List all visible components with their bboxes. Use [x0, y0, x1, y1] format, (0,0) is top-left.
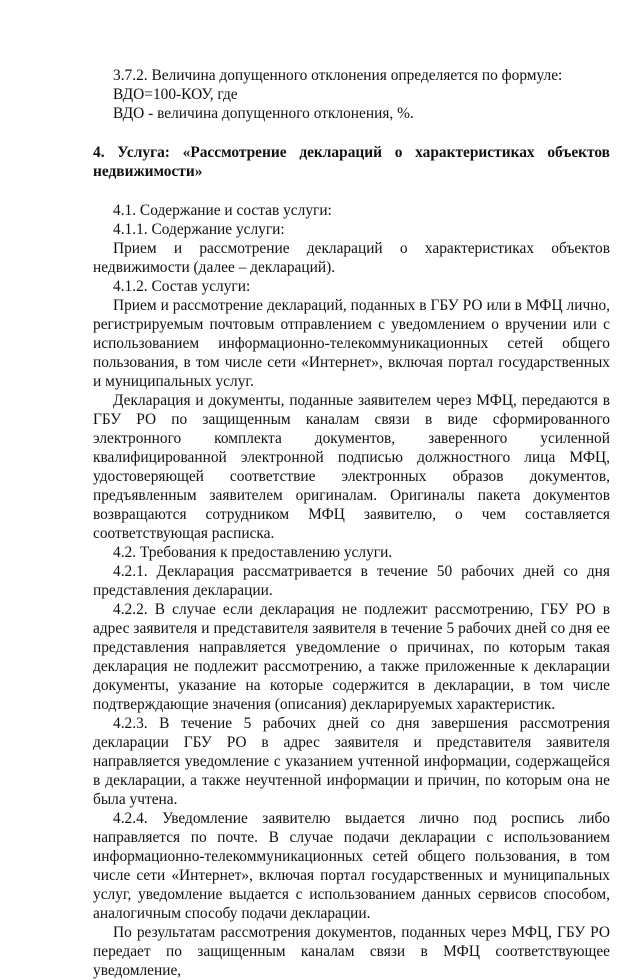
document-body	[93, 66, 610, 980]
paragraph-4-1: 4.1. Содержание и состав услуги:	[113, 202, 332, 219]
formula: ВДО=100-КОУ, где	[113, 86, 238, 103]
spacer	[93, 123, 610, 143]
paragraph-4-1-1: 4.1.1. Содержание услуги:	[113, 221, 285, 238]
paragraph-4-2-4: 4.2.4. Уведомление заявителю выдается лично под роспись либо направляется по почте. В случае подачи декларации с использованием информационно-телекоммуникационных сетей общего пользования, в том числе сети «Интернет», включая портал государственных и муниципальных услуг, уведомление выдается с использованием данных сервисов способом, аналогичным способу подачи декларации.	[93, 810, 610, 922]
section-heading: 4. Услуга: «Рассмотрение деклараций о характеристиках объектов недвижимости»	[93, 144, 610, 180]
spacer	[93, 181, 610, 201]
paragraph-4-2: 4.2. Требования к предоставлению услуги.	[113, 544, 393, 561]
formula-intro: 3.7.2. Величина допущенного отклонения определяется по формуле:	[113, 67, 563, 84]
paragraph-service-content: Прием и рассмотрение деклараций о характеристиках объектов недвижимости (далее – деклараций).	[93, 240, 610, 276]
formula-definition: ВДО - величина допущенного отклонения, %.	[113, 105, 414, 122]
paragraph-mfc-results: По результатам рассмотрения документов, поданных через МФЦ, ГБУ РО передает по защищенным каналам связи в МФЦ соответствующее уведомление,	[93, 924, 610, 979]
paragraph-mfc-transfer: Декларация и документы, поданные заявителем через МФЦ, передаются в ГБУ РО по защищенным каналам связи в виде сформированного электронного комплекта документов, заверенного усиленной квалифицированной электронной подписью должностного лица МФЦ, удостоверяющей соответствие электронных образов документов, предъявленным заявителем оригиналам. Оригиналы пакета документов возвращаются сотрудником МФЦ заявителю, о чем составляется соответствующая расписка.	[93, 392, 610, 542]
paragraph-4-2-1: 4.2.1. Декларация рассматривается в течение 50 рабочих дней со дня представления декларации.	[93, 563, 610, 599]
paragraph-service-composition: Прием и рассмотрение деклараций, поданных в ГБУ РО или в МФЦ лично, регистрируемым почтовым отправлением с уведомлением о вручении или с использованием информационно-телекоммуникационных сетей общего пользования, в том числе сети «Интернет», включая портал государственных и муниципальных услуг.	[93, 297, 610, 390]
paragraph-4-1-2: 4.1.2. Состав услуги:	[113, 278, 251, 295]
paragraph-4-2-3: 4.2.3. В течение 5 рабочих дней со дня завершения рассмотрения декларации ГБУ РО в адрес заявителя и представителя заявителя направляется уведомление с указанием учтенной информации, содержащейся в декларации, а также неучтенной информации и причин, по которым она не была учтена.	[93, 715, 610, 808]
paragraph-4-2-2: 4.2.2. В случае если декларация не подлежит рассмотрению, ГБУ РО в адрес заявителя и представителя заявителя в течение 5 рабочих дней со дня ее представления направляется уведомление о причинах, по которым такая декларация не подлежит рассмотрению, а также приложенные к декларации документы, указание на которые содержится в декларации, в том числе подтверждающие значения (описания) декларируемых характеристик.	[93, 601, 610, 713]
